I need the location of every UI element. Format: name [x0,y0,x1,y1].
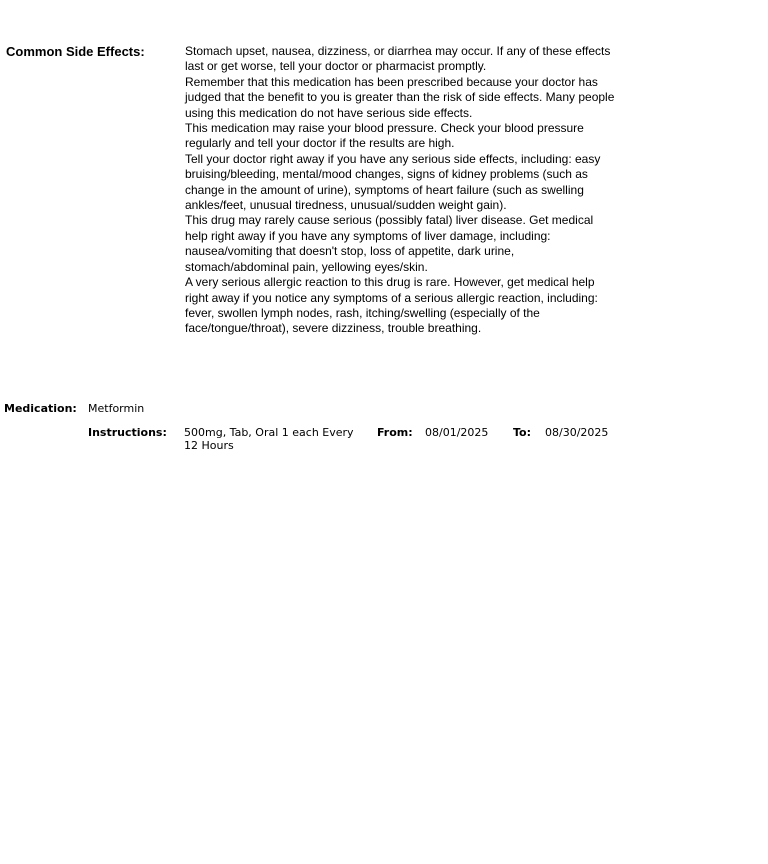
side-effects-label: Common Side Effects: [6,44,145,59]
to-label: To: [513,426,531,439]
side-effects-paragraph: This medication may raise your blood pressure. Check your blood pressure regularly and tell your doctor if the results are high. [185,121,584,151]
side-effects-text [185,44,615,337]
instructions-value: 500mg, Tab, Oral 1 each Every 12 Hours [184,426,354,452]
side-effects-paragraph: A very serious allergic reaction to this drug is rare. However, get medical help right away if you notice any symptoms of a serious allergic reaction, including: fever, swollen lymph nodes, rash, itching/swelling (especially of the face/tongue/throat), severe dizziness, trouble breathing. [185,275,598,336]
side-effects-paragraph: Tell your doctor right away if you have any serious side effects, including: easy bruising/bleeding, mental/mood changes, signs of kidney problems (such as change in the amount of urine), symptoms of heart failure (such as swelling ankles/feet, unusual tiredness, unusual/sudden weight gain). [185,151,601,213]
to-date: 08/30/2025 [545,426,609,439]
from-date: 08/01/2025 [425,426,489,439]
medication-name: Metformin [88,402,145,415]
side-effects-paragraph: Stomach upset, nausea, dizziness, or diarrhea may occur. If any of these effects last or get worse, tell your doctor or pharmacist promptly. [185,44,611,74]
side-effects-paragraph: Remember that this medication has been prescribed because your doctor has judged that the benefit to you is greater than the risk of side effects. Many people using this medication do not have serious side effects. [185,74,615,120]
instructions-label: Instructions: [88,426,167,439]
side-effects-paragraph: This drug may rarely cause serious (possibly fatal) liver disease. Get medical help right away if you have any symptoms of liver damage, including: nausea/vomiting that doesn't stop, loss of appetite, dark urine, stomach/abdominal pain, yellowing eyes/skin. [185,213,594,274]
medication-label: Medication: [4,402,77,415]
from-label: From: [377,426,413,439]
